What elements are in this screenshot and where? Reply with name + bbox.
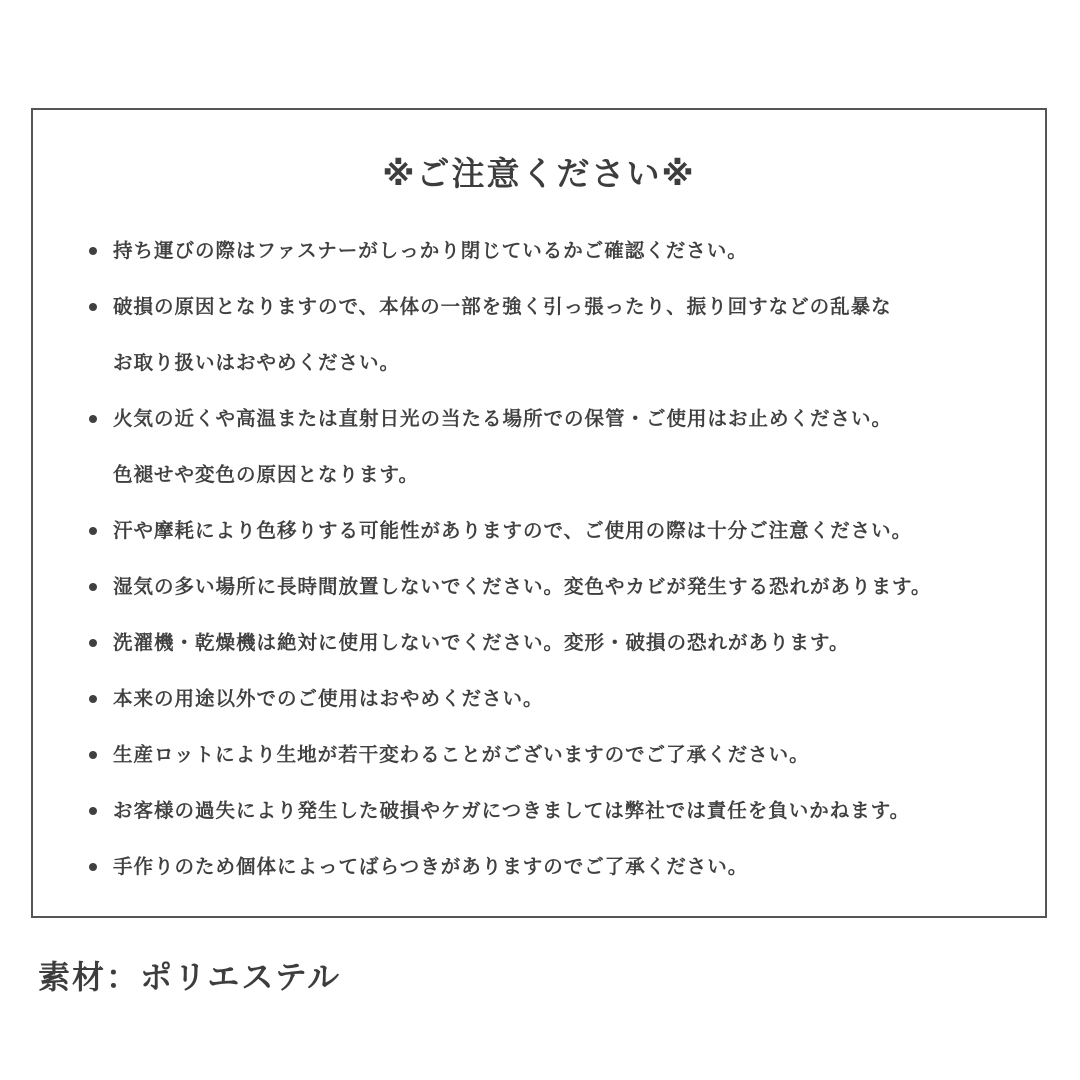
list-item <box>113 294 892 320</box>
list-item <box>113 742 810 768</box>
bullet-icon <box>89 807 97 815</box>
notice-list <box>33 110 1045 916</box>
bullet-icon <box>89 583 97 591</box>
list-item-text: 本来の用途以外でのご使用はおやめください。 <box>113 687 544 710</box>
bullet-icon <box>89 527 97 535</box>
notice-title: ※ご注意ください※ <box>382 154 696 193</box>
list-item-continuation <box>113 462 419 488</box>
list-item <box>113 854 748 880</box>
list-item-text: 汗や摩耗により色移りする可能性がありますので、ご使用の際は十分ご注意ください。 <box>113 519 913 542</box>
list-item-text: お取り扱いはおやめください。 <box>113 351 401 374</box>
list-item <box>113 238 748 264</box>
list-item-text: 持ち運びの際はファスナーがしっかり閉じているかご確認ください。 <box>113 239 748 262</box>
bullet-icon <box>89 863 97 871</box>
bullet-icon <box>89 303 97 311</box>
notice-box <box>31 108 1047 918</box>
list-item-text: 手作りのため個体によってばらつきがありますのでご了承ください。 <box>113 855 749 878</box>
bullet-icon <box>89 751 97 759</box>
list-item <box>113 406 892 432</box>
material-label: 素材：ポリエステル <box>38 958 342 996</box>
bullet-icon <box>89 415 97 423</box>
list-item-text: 破損の原因となりますので、本体の一部を強く引っ張ったり、振り回すなどの乱暴な <box>113 295 892 318</box>
list-item-text: 湿気の多い場所に長時間放置しないでください。変色やカビが発生する恐れがあります。 <box>113 575 932 598</box>
bullet-icon <box>89 247 97 255</box>
list-item <box>113 574 931 600</box>
bullet-icon <box>89 695 97 703</box>
list-item-continuation <box>113 350 400 376</box>
list-item-text: 火気の近くや高温または直射日光の当たる場所での保管・ご使用はお止めください。 <box>113 407 893 430</box>
bullet-icon <box>89 639 97 647</box>
list-item-text: 色褪せや変色の原因となります。 <box>113 463 419 486</box>
list-item <box>113 630 849 656</box>
list-item-text: 洗濯機・乾燥機は絶対に使用しないでください。変形・破損の恐れがあります。 <box>113 631 850 654</box>
list-item-text: 生産ロットにより生地が若干変わることがございますのでご了承ください。 <box>113 743 810 766</box>
list-item <box>113 518 912 544</box>
list-item <box>113 798 910 824</box>
list-item <box>113 686 544 712</box>
list-item-text: お客様の過失により発生した破損やケガにつきましては弊社では責任を負いかねます。 <box>113 799 911 822</box>
